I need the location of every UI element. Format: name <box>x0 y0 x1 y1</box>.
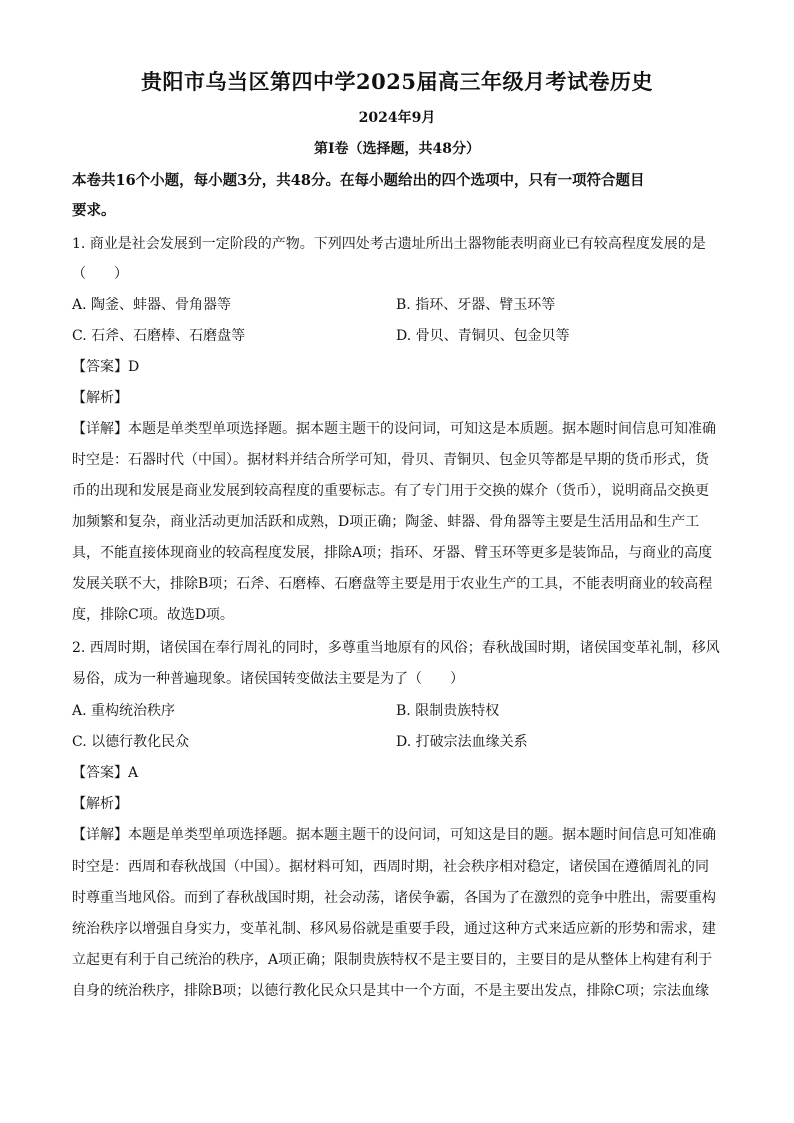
q2-analysis-label: 【解析】 <box>72 796 128 812</box>
q2-detail-line: 统治秩序以增强自身实力，变革礼制、移风易俗就是重要手段，通过这种方式来适应新的形势和需求，建 <box>72 921 716 937</box>
q1-detail-line: 加频繁和复杂，商业活动更加活跃和成熟，D项正确；陶釜、蚌器、骨角器等主要是生活用品和生产工 <box>72 514 700 530</box>
q1-analysis-label: 【解析】 <box>72 390 128 406</box>
q2-stem-line-2: 易俗，成为一种普遍现象。诸侯国转变做法主要是为了（ ） <box>72 671 464 687</box>
q2-option-b: B. 限制贵族特权 <box>396 703 500 719</box>
part-heading: 第Ⅰ卷（选择题，共48分） <box>313 141 481 157</box>
q1-detail-line: 时空是：石器时代（中国）。据材料并结合所学可知，骨贝、青铜贝、包金贝等都是早期的货币形式，货 <box>72 452 709 468</box>
q1-answer: 【答案】D <box>72 359 140 375</box>
q1-detail-line: 发展关联不大，排除B项；石斧、石磨棒、石磨盘等主要是用于农业生产的工具，不能表明商业的较高程 <box>72 576 713 592</box>
q1-detail-line: 度，排除C项。故选D项。 <box>72 607 234 623</box>
q2-option-d: D. 打破宗法血缘关系 <box>396 734 528 750</box>
q1-option-d: D. 骨贝、青铜贝、包金贝等 <box>396 328 570 344</box>
q1-option-c: C. 石斧、石磨棒、石磨盘等 <box>72 328 246 344</box>
q2-detail-line: 自身的统治秩序，排除B项；以德行教化民众只是其中一个方面，不是主要出发点，排除C项；宗法血缘 <box>72 983 709 999</box>
q1-stem-line-2: （ ） <box>72 266 128 282</box>
q2-stem-line-1: 2. 西周时期，诸侯国在奉行周礼的同时，多尊重当地原有的风俗；春秋战国时期，诸侯国变革礼制，移风 <box>72 640 720 656</box>
instruction-line-2: 要求。 <box>72 202 116 219</box>
q2-detail-line: 时空是：西周和春秋战国（中国）。据材料可知，西周时期，社会秩序相对稳定，诸侯国在遵循周礼的同 <box>72 859 709 875</box>
exam-date: 2024年9月 <box>358 110 436 126</box>
q1-option-b: B. 指环、牙器、臂玉环等 <box>396 297 556 313</box>
q2-option-a: A. 重构统治秩序 <box>72 703 176 719</box>
q2-option-c: C. 以德行教化民众 <box>72 734 190 750</box>
q2-detail-line: 时尊重当地风俗。而到了春秋战国时期，社会动荡，诸侯争霸，各国为了在激烈的竞争中胜出，需要重构 <box>72 890 716 906</box>
q1-detail-line: 币的出现和发展是商业发展到较高程度的重要标志。有了专门用于交换的媒介（货币），说明商品交换更 <box>72 483 709 499</box>
q1-detail-line: 具，不能直接体现商业的较高程度发展，排除A项；指环、牙器、臂玉环等更多是装饰品，与商业的高度 <box>72 545 713 561</box>
q2-detail-line: 【详解】本题是单类型单项选择题。据本题主题干的设问词，可知这是目的题。据本题时间信息可知准确 <box>72 827 716 843</box>
q2-detail-line: 立起更有利于自己统治的秩序，A项正确；限制贵族特权不是主要目的，主要目的是从整体上构建有利于 <box>72 952 713 968</box>
q1-stem-line-1: 1. 商业是社会发展到一定阶段的产物。下列四处考古遗址所出土器物能表明商业已有较高程度发展的是 <box>72 236 706 252</box>
q2-answer: 【答案】A <box>72 765 139 781</box>
q1-option-a: A. 陶釜、蚌器、骨角器等 <box>72 297 232 313</box>
exam-title: 贵阳市乌当区第四中学2025届高三年级月考试卷历史 <box>141 69 653 94</box>
q1-detail-line: 【详解】本题是单类型单项选择题。据本题主题干的设问词，可知这是本质题。据本题时间信息可知准确 <box>72 421 716 437</box>
instruction-line-1: 本卷共16个小题，每小题3分，共48分。在每小题给出的四个选项中，只有一项符合题目 <box>72 172 645 189</box>
